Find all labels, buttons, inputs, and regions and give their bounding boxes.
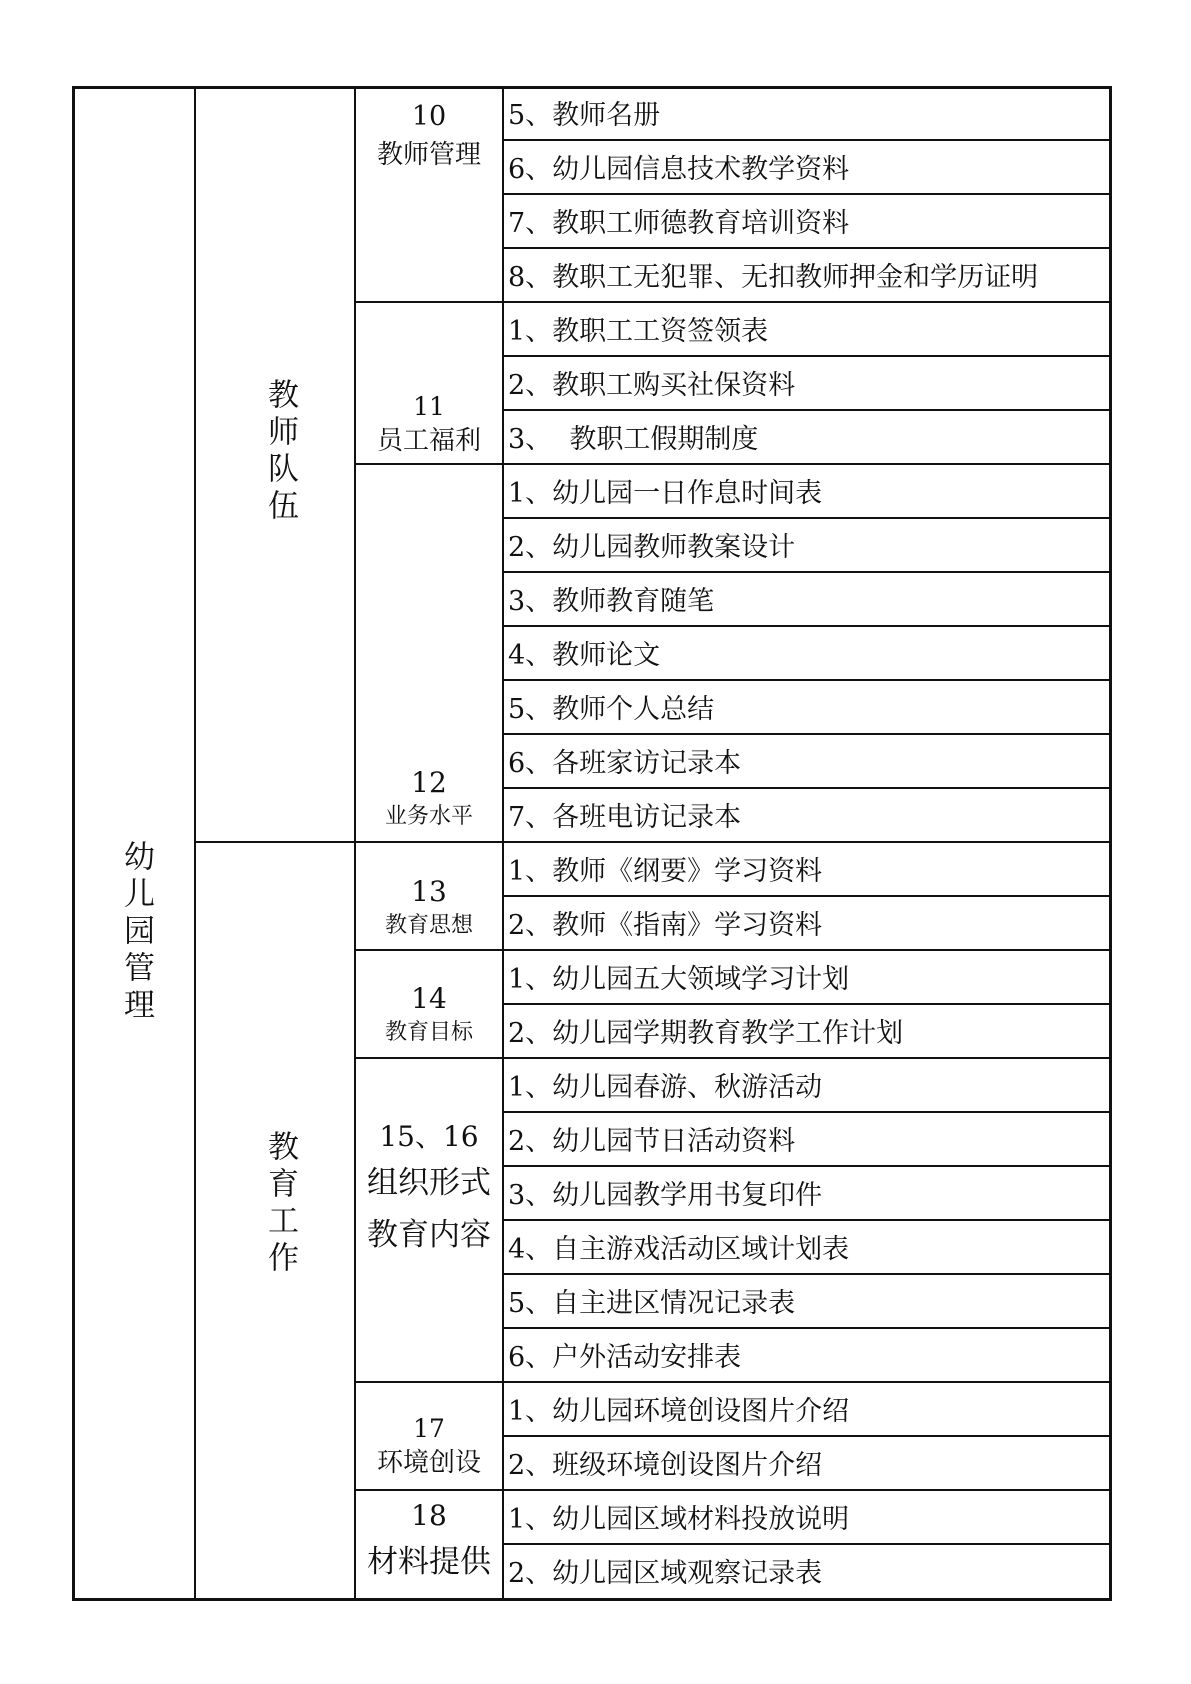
list-item: 2、幼儿园节日活动资料 [508, 1126, 796, 1157]
list-item: 5、教师名册 [508, 100, 661, 131]
list-item: 6、户外活动安排表 [508, 1342, 742, 1373]
list-item: 7、各班电访记录本 [508, 802, 742, 833]
list-item: 2、教师《指南》学习资料 [508, 910, 823, 941]
list-item: 2、幼儿园教师教案设计 [508, 532, 796, 563]
section-number: 10 [411, 101, 447, 132]
row-divider [354, 301, 1112, 303]
list-item: 1、幼儿园环境创设图片介绍 [508, 1396, 850, 1427]
section-name-2: 教育内容 [367, 1217, 491, 1253]
section-name: 教育目标 [384, 1020, 473, 1045]
section-education-goals [356, 982, 502, 1050]
section-name: 员工福利 [376, 426, 481, 456]
section-number: 13 [411, 875, 447, 908]
row-divider [502, 571, 1112, 573]
column-divider-1 [194, 86, 196, 1601]
section-number: 15、16 [379, 1120, 479, 1153]
list-item: 3、幼儿园教学用书复印件 [508, 1180, 823, 1211]
list-item: 1、幼儿园春游、秋游活动 [508, 1072, 823, 1103]
section-education-philosophy [356, 875, 502, 943]
section-name: 教育思想 [384, 913, 473, 938]
list-item: 6、各班家访记录本 [508, 748, 742, 779]
row-divider [354, 463, 1112, 465]
row-divider [354, 1057, 1112, 1059]
section-teacher-management [356, 100, 502, 172]
section-name: 教师管理 [376, 140, 481, 170]
row-divider [502, 1219, 1112, 1221]
group-label-teachers: 教师队伍 [262, 378, 298, 526]
row-divider [502, 1165, 1112, 1167]
row-divider [502, 1435, 1112, 1437]
section-number: 17 [413, 1414, 445, 1443]
list-item: 1、教职工工资签领表 [508, 316, 769, 347]
row-divider [502, 733, 1112, 735]
list-item: 2、幼儿园区域观察记录表 [508, 1558, 823, 1589]
list-item: 4、自主游戏活动区域计划表 [508, 1234, 850, 1265]
row-divider [502, 193, 1112, 195]
list-item: 4、教师论文 [508, 640, 661, 671]
row-divider [502, 355, 1112, 357]
list-item: 7、教职工师德教育培训资料 [508, 208, 850, 239]
row-divider [502, 787, 1112, 789]
row-divider [354, 949, 1112, 951]
list-item: 1、幼儿园五大领域学习计划 [508, 964, 850, 995]
list-item: 2、幼儿园学期教育教学工作计划 [508, 1018, 904, 1049]
section-staff-welfare [356, 390, 502, 458]
archive-table [72, 86, 1112, 1601]
row-divider [502, 1327, 1112, 1329]
row-divider [502, 895, 1112, 897]
section-professional-level [356, 766, 502, 834]
list-item: 2、教职工购买社保资料 [508, 370, 796, 401]
list-item: 1、幼儿园区域材料投放说明 [508, 1504, 850, 1535]
section-organization-content [356, 1117, 502, 1261]
list-item: 6、幼儿园信息技术教学资料 [508, 154, 850, 185]
section-number: 12 [411, 766, 447, 799]
row-divider [502, 1111, 1112, 1113]
column-divider-2 [354, 86, 356, 1601]
row-divider [354, 1489, 1112, 1491]
section-name: 业务水平 [384, 804, 473, 829]
row-divider [502, 1003, 1112, 1005]
row-divider [502, 139, 1112, 141]
list-item: 3、 教职工假期制度 [508, 424, 759, 455]
section-name: 材料提供 [367, 1544, 491, 1580]
row-divider [502, 409, 1112, 411]
group-label-education: 教育工作 [262, 1130, 298, 1278]
row-divider [354, 1381, 1112, 1383]
row-divider [194, 841, 1112, 843]
row-divider [502, 1273, 1112, 1275]
list-item: 2、班级环境创设图片介绍 [508, 1450, 823, 1481]
list-item: 5、教师个人总结 [508, 694, 715, 725]
section-name: 组织形式 [367, 1165, 491, 1201]
row-divider [502, 1543, 1112, 1545]
column-divider-3 [502, 86, 504, 1601]
section-name: 环境创设 [376, 1448, 481, 1478]
section-environment-creation [356, 1412, 502, 1480]
row-divider [502, 517, 1112, 519]
list-item: 8、教职工无犯罪、无扣教师押金和学历证明 [508, 262, 1039, 293]
category-label: 幼儿园管理 [118, 840, 154, 1025]
section-number: 11 [413, 392, 445, 421]
row-divider [502, 625, 1112, 627]
list-item: 1、幼儿园一日作息时间表 [508, 478, 823, 509]
list-item: 1、教师《纲要》学习资料 [508, 856, 823, 887]
row-divider [502, 679, 1112, 681]
section-materials-provision [356, 1496, 502, 1588]
row-divider [502, 247, 1112, 249]
section-number: 18 [411, 1499, 447, 1532]
list-item: 5、自主进区情况记录表 [508, 1288, 796, 1319]
section-number: 14 [411, 982, 447, 1015]
list-item: 3、教师教育随笔 [508, 586, 715, 617]
